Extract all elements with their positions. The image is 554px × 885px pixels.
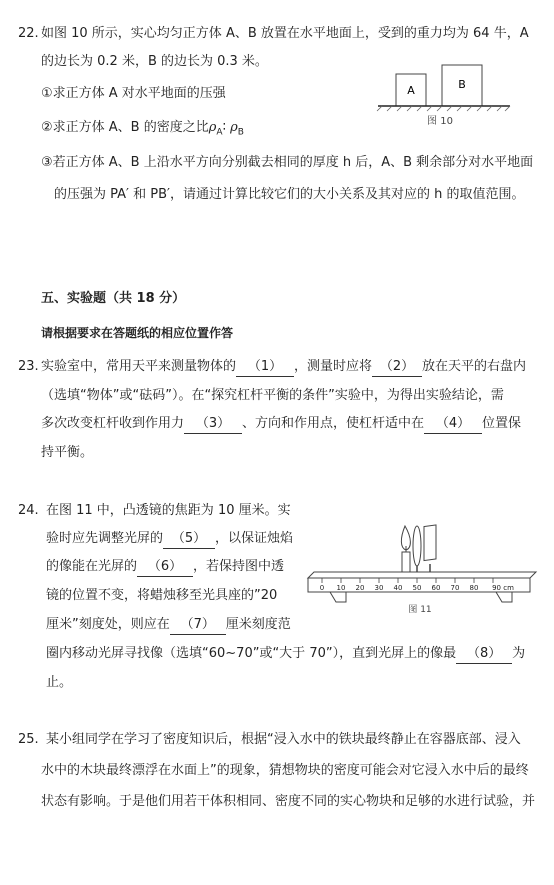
- blank-7: （7）: [170, 616, 226, 635]
- q24-text-b: ，以保证烛焰: [215, 531, 294, 546]
- blank-3: （3）: [184, 415, 242, 434]
- q24-line5: [46, 616, 291, 635]
- bench-foot-right: [496, 592, 512, 602]
- q22-number: 22.: [18, 26, 39, 41]
- q23-text-c: 放在天平的右盘内: [422, 359, 527, 374]
- convex-lens: [413, 526, 421, 566]
- tick-10: 10: [336, 584, 346, 592]
- tick-40: 40: [393, 584, 403, 592]
- q24-text-c: 的像能在光屏的: [46, 559, 138, 574]
- q24-line4: 镜的位置不变，将蜡烛移至光具座的”20: [46, 588, 278, 603]
- candle: [402, 552, 410, 574]
- tick-30: 30: [374, 584, 384, 592]
- q24-number: 24.: [18, 503, 39, 518]
- q22-sub3-line1: ③若正方体 A、B 上沿水平方向分别截去相同的厚度 h 后，A、B 剩余部分对水平地面: [41, 155, 534, 170]
- q24-line6: [46, 645, 525, 664]
- q22-sub3-line2: 的压强为 PA′ 和 PB′，请通过计算比较它们的大小关系及其对应的 h 的取值范围。: [54, 187, 525, 202]
- blank-5: （5）: [163, 530, 215, 549]
- tick-20: 20: [355, 584, 365, 592]
- blank-4: （4）: [424, 415, 482, 434]
- q23-line2: （选填“物体”或“砝码”）。在“探究杠杆平衡的条件”实验中，为得出实验结论，需: [41, 388, 504, 403]
- section-title: 五、实验题（共 18 分）: [41, 291, 186, 306]
- rho-b: ρ: [230, 120, 238, 135]
- blank-8: （8）: [456, 645, 512, 664]
- q25-line2: 水中的木块最终漂浮在水面上”的现象，猜想物块的密度可能会对它浸入水中后的最终: [41, 763, 529, 778]
- q24-line1: 在图 11 中，凸透镜的焦距为 10 厘米。实: [46, 503, 291, 518]
- q25-line3: 状态有影响。于是他们用若干体积相同、密度不同的实心物块和足够的水进行试验，并: [41, 794, 536, 809]
- tick-90cm: 90 cm: [492, 584, 514, 592]
- q24-line7: 止。: [46, 675, 73, 690]
- q23-number: 23.: [18, 359, 39, 374]
- q23-text-f: 位置保: [482, 416, 522, 431]
- q24-text-d: ，若保持图中透: [193, 559, 285, 574]
- figure-10: [370, 58, 520, 130]
- cube-a-label: A: [407, 84, 415, 97]
- blank-1: （1）: [236, 358, 294, 377]
- figure-11: [300, 498, 540, 618]
- q22-stem-line2: 的边长为 0.2 米，B 的边长为 0.3 米。: [41, 54, 268, 69]
- q22-sub2: [41, 119, 244, 142]
- figure-10-caption: 图 10: [427, 116, 453, 127]
- tick-80: 80: [469, 584, 479, 592]
- q25-line1: 某小组同学在学习了密度知识后，根据“浸入水中的铁块最终静止在容器底部、浸入: [46, 732, 521, 747]
- q23-line1: [41, 358, 526, 377]
- section-instruction: 请根据要求在答题纸的相应位置作答: [41, 326, 234, 340]
- q23-text-a: 实验室中，常用天平来测量物体的: [41, 359, 237, 374]
- q23-text-b: ，测量时应将: [294, 359, 373, 374]
- tick-60: 60: [431, 584, 441, 592]
- cube-b-label: B: [458, 78, 466, 91]
- rho-a: ρ: [208, 120, 217, 135]
- q23-text-d: 多次改变杠杆收到作用力: [41, 416, 185, 431]
- q24-text-a: 验时应先调整光屏的: [46, 531, 164, 546]
- q22-stem-line1: 如图 10 所示，实心均匀正方体 A、B 放置在水平地面上，受到的重力均为 64 牛，A: [41, 26, 529, 41]
- q23-line4: 持平衡。: [41, 445, 94, 460]
- blank-2: （2）: [372, 358, 422, 377]
- tick-70: 70: [450, 584, 460, 592]
- rho-a-sub: A: [216, 127, 223, 138]
- bench-foot-left: [330, 592, 346, 602]
- ratio-colon: ∶: [222, 120, 231, 135]
- rho-b-sub: B: [237, 127, 244, 138]
- q23-text-e: 、方向和作用点，使杠杆适中在: [242, 416, 425, 431]
- q22-sub2-text: ②求正方体 A、B 的密度之比: [41, 120, 209, 135]
- tick-0: 0: [319, 584, 325, 592]
- light-screen: [424, 525, 436, 561]
- q23-line3: [41, 415, 521, 434]
- blank-6: （6）: [137, 558, 193, 577]
- q24-text-e: 厘米”刻度处，则应在: [46, 617, 170, 632]
- q22-sub1: ①求正方体 A 对水平地面的压强: [41, 86, 226, 101]
- q24-line2: [46, 530, 293, 549]
- q24-text-g: 圈内移动光屏寻找像（选填“60~70”或“大于 70”），直到光屏上的像最: [46, 646, 457, 661]
- tick-50: 50: [412, 584, 422, 592]
- figure-11-caption: 图 11: [408, 605, 432, 615]
- q25-number: 25.: [18, 732, 39, 747]
- q24-text-h: 为: [512, 646, 526, 661]
- q24-line3: [46, 558, 284, 577]
- bench-top: [308, 572, 536, 578]
- q24-text-f: 厘米刻度范: [225, 617, 291, 632]
